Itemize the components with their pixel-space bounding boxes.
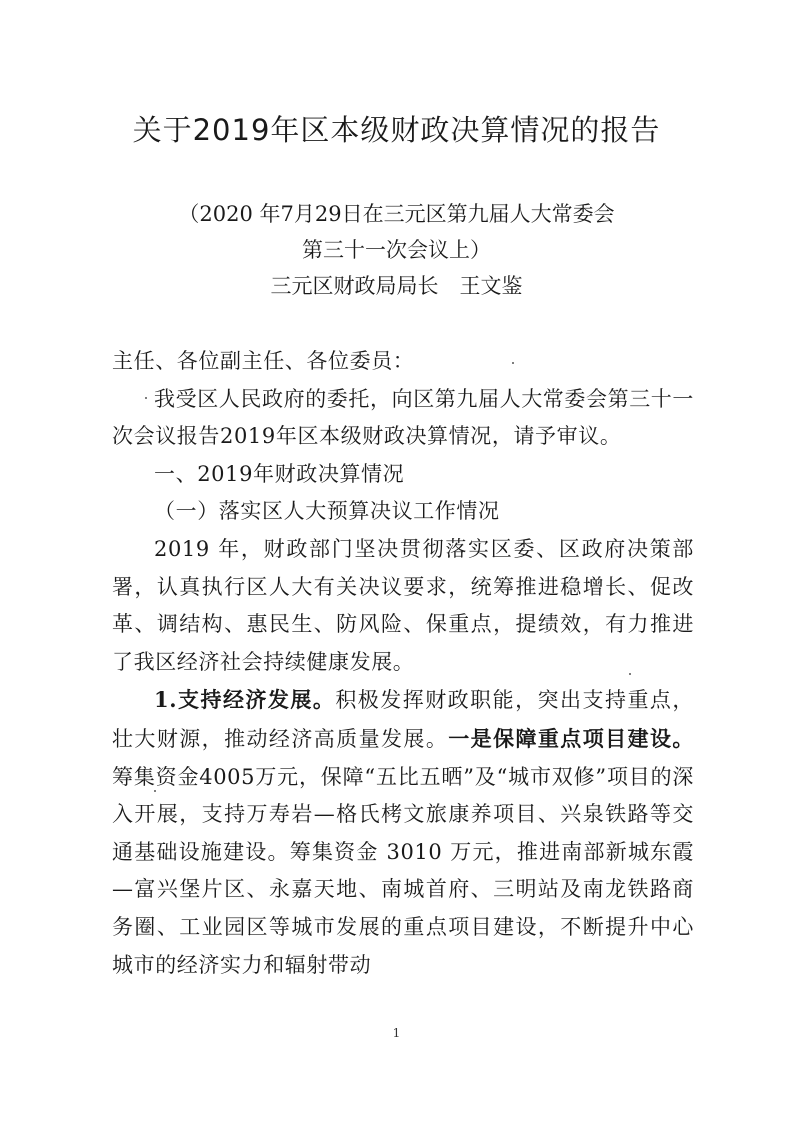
scan-speck — [512, 362, 514, 364]
document-title: 关于2019年区本级财政决算情况的报告 — [132, 113, 661, 147]
item-1-text-a: 积极发挥财政职能，突出支持重点，壮大财源，推动经济高质量发展。 — [112, 688, 694, 751]
item-1-text-b: 筹集资金4005万元，保障“五比五晒”及“城市双修”项目的深入开展，支持万寿岩—格氏栲文旅康养项目、兴泉铁路等交通基础设施建设。筹集资金 3010 万元，推进南部新城东霞—富兴堡片区、永嘉天地、南城首府、三明站及南龙铁路商务圈、工业园区等城市发展的重点项目建设，不断提升中心城市的经济实力和辐射带动 — [112, 764, 694, 977]
paragraph-2019-overview: 2019 年，财政部门坚决贯彻落实区委、区政府决策部署，认真执行区人大有关决议要求，统筹推进稳增长、促改革、调结构、惠民生、防风险、保重点，提绩效，有力推进了我区经济社会持续健康发展。 — [112, 536, 694, 674]
document-body — [112, 343, 694, 984]
page-number: 1 — [392, 1026, 401, 1040]
section-heading: 一、2019年财政决算情况 — [154, 461, 405, 486]
item-1-subheading: 一是保障重点项目建设。 — [448, 725, 694, 751]
item-1-heading: 1.支持经济发展。 — [154, 687, 336, 713]
intro-paragraph: 我受区人民政府的委托，向区第九届人大常委会第三十一次会议报告2019年区本级财政决算情况，请予审议。 — [112, 386, 694, 449]
salutation: 主任、各位副主任、各位委员： — [112, 349, 415, 373]
document-subtitle — [0, 196, 793, 304]
subtitle-line-meeting: （2020 年7月29日在三元区第九届人大常委会 — [178, 202, 615, 226]
paragraph-economic-development — [112, 681, 694, 984]
scan-speck — [154, 790, 156, 792]
scan-speck — [629, 673, 631, 675]
subtitle-line-session: 第三十一次会议上） — [302, 238, 491, 262]
subtitle-line-speaker: 三元区财政局局长 王文鉴 — [270, 274, 523, 298]
subsection-heading: （一）落实区人大预算决议工作情况 — [154, 499, 500, 524]
scan-speck — [145, 397, 147, 399]
